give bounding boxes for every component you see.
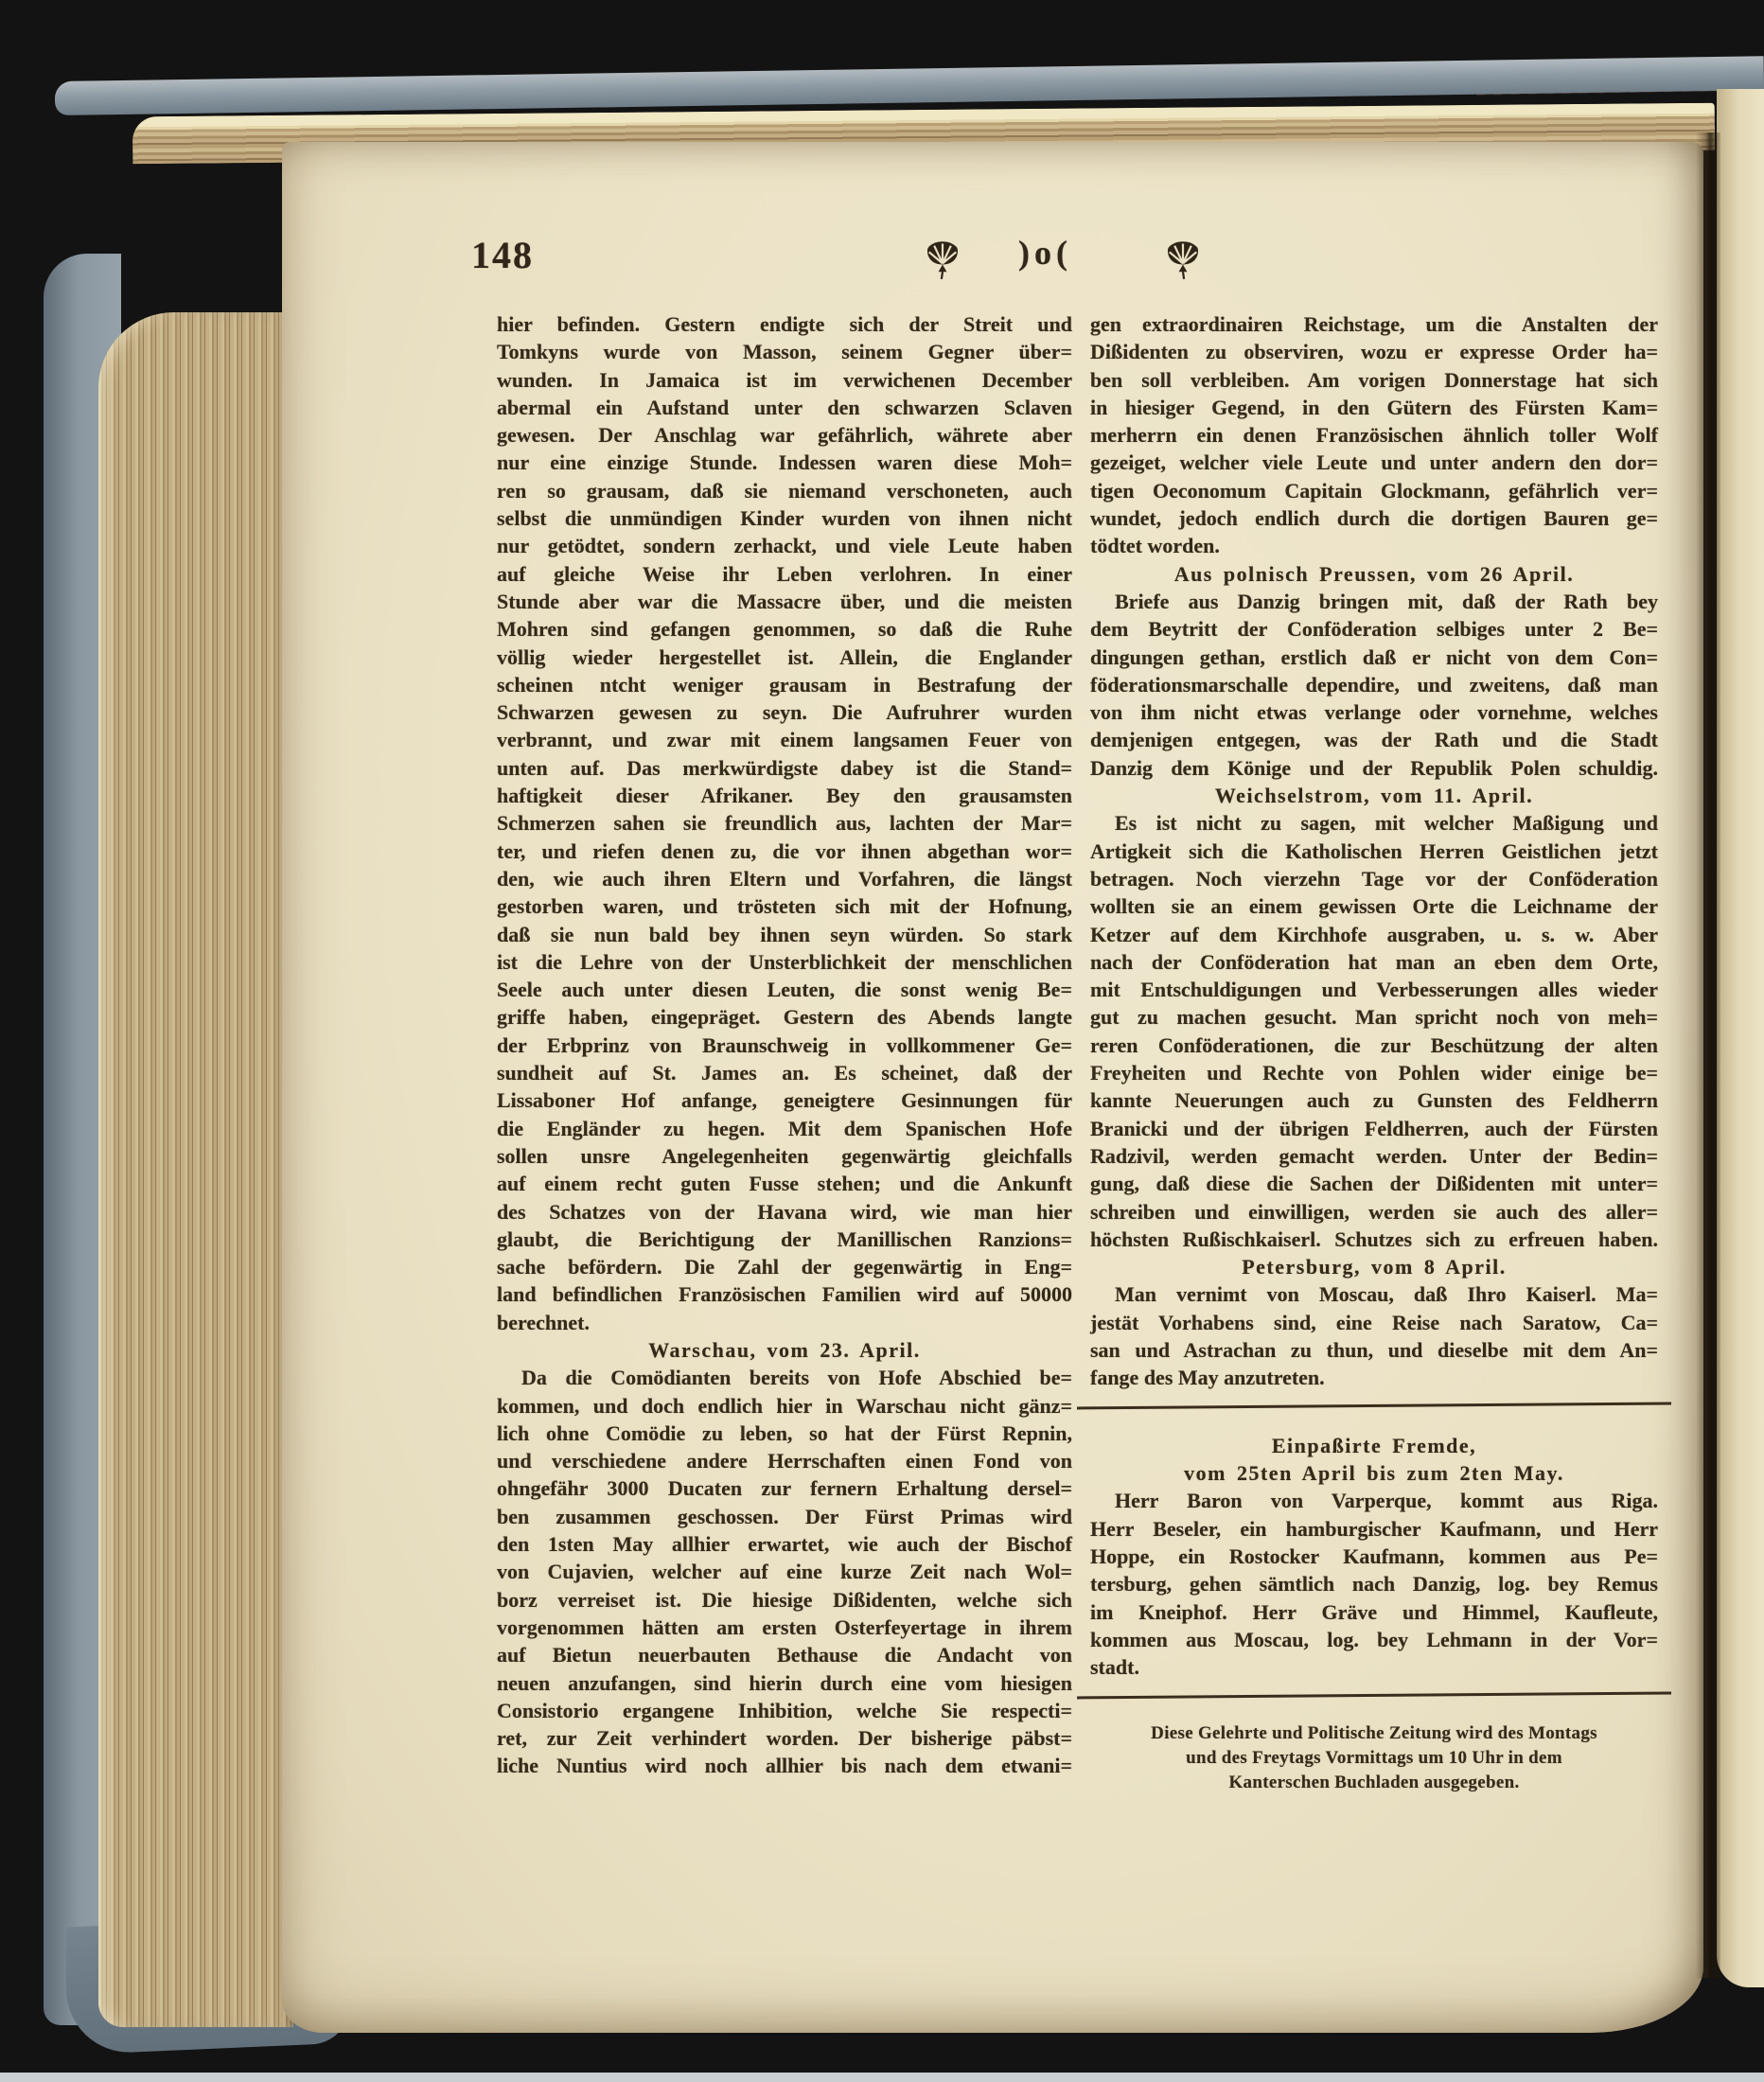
text-line: Stunde aber war die Massacre über, und die meisten: [497, 589, 1072, 613]
section-heading: Weichselstrom, vom 11. April.: [1214, 784, 1534, 808]
text-line: Radzivil, werden gemacht werden. Unter der Bedin=: [1090, 1143, 1658, 1168]
text-line: ben zusammen geschossen. Der Fürst Primas wird: [497, 1504, 1072, 1528]
section-divider: [1090, 1694, 1658, 1721]
text-line: des Schatzes von der Havana wird, wie man hier: [497, 1199, 1072, 1224]
section-divider: [1090, 1404, 1658, 1432]
text-line: Consistorio ergangene Inhibition, welche Sie respecti=: [497, 1698, 1072, 1722]
text-line: sollen unsre Angelegenheiten gegenwärtig gleichfalls: [497, 1143, 1072, 1168]
colophon-line: und des Freytags Vormittags um 10 Uhr in dem: [1186, 1747, 1562, 1768]
text-line: Dißidenten zu observiren, wozu er expresse Order ha=: [1090, 340, 1658, 364]
left-column: [497, 310, 1072, 1780]
text-line: in hiesiger Gegend, in den Gütern des Fürsten Kam=: [1090, 395, 1658, 419]
text-line: san und Astrachan zu thun, und dieselbe mit dem An=: [1090, 1337, 1658, 1362]
text-line: kommen aus Moscau, log. bey Lehmann in der Vor=: [1090, 1627, 1658, 1651]
text-line: demjenigen entgegen, was der Rath und die Stadt: [1090, 728, 1658, 752]
text-line: Briefe aus Danzig bringen mit, daß der Rath bey: [1115, 589, 1658, 613]
text-line: tigen Oeconomum Capitain Glockmann, gefährlich ver=: [1090, 478, 1658, 503]
text-line: gestorben waren, und trösteten sich mit der Hofnung,: [497, 894, 1072, 919]
text-line: tödtet worden.: [1090, 534, 1220, 558]
text-line: Freyheiten und Rechte von Pohlen wider einige be=: [1090, 1061, 1658, 1085]
text-line: neuen anzufangen, sind hierin durch eine vom hiesigen: [497, 1670, 1072, 1695]
text-line: Branicki und der übrigen Feldherren, auch der Fürsten: [1090, 1116, 1658, 1140]
text-line: Da die Comödianten bereits von Hofe Abschied be=: [521, 1366, 1072, 1390]
text-line: wundet, jedoch endlich durch die dortigen Bauren ge=: [1090, 506, 1658, 531]
text-line: Lissaboner Hof anfange, geneigtere Gesinnungen für: [497, 1088, 1072, 1113]
text-line: schreiben und einwilligen, werden sie auch des aller=: [1090, 1199, 1658, 1224]
colophon-line: Kanterschen Buchladen ausgegeben.: [1228, 1772, 1520, 1792]
text-line: glaubt, die Berichtigung der Manillischen Ranzions=: [497, 1226, 1072, 1251]
text-line: mit Entschuldigungen und Verbesserungen alles wieder: [1090, 978, 1658, 1002]
text-line: gewesen. Der Anschlag war gefährlich, währete aber: [497, 423, 1072, 448]
text-line: der Erbprinz von Braunschweig in vollkommener Ge=: [497, 1032, 1072, 1057]
text-line: höchsten Rußischkaiserl. Schutzes sich zu erfreuen haben.: [1090, 1226, 1658, 1251]
divider-line: [1077, 1402, 1671, 1409]
text-line: sache befördern. Die Zahl der gegenwärtig in Eng=: [497, 1255, 1072, 1279]
text-line: fange des May anzutreten.: [1090, 1366, 1325, 1390]
text-line: Man vernimt von Moscau, daß Ihro Kaiserl. Ma=: [1115, 1282, 1658, 1307]
text-line: von Cujavien, welcher auf eine kurze Zeit nach Wol=: [497, 1560, 1072, 1584]
book-page: [282, 142, 1703, 2033]
text-line: wollten sie an einem gewissen Orte die Leichname der: [1090, 894, 1658, 919]
text-line: hier befinden. Gestern endigte sich der Streit und: [497, 312, 1072, 336]
text-line: Hoppe, ein Rostocker Kaufmann, kommen aus Pe=: [1090, 1544, 1658, 1569]
text-line: dem Beytritt der Conföderation selbiges unter 2 Be=: [1090, 617, 1658, 642]
text-line: von ihm nicht etwas verlange oder vornehme, welches: [1090, 700, 1658, 725]
text-line: Schmerzen sahen sie freundlich aus, lachten der Mar=: [497, 811, 1072, 836]
page-edges-left: [98, 312, 293, 2027]
text-line: im Kneiphof. Herr Gräve und Himmel, Kaufleute,: [1090, 1599, 1658, 1624]
section-heading: Einpaßirte Fremde,: [1271, 1433, 1477, 1457]
section-heading: Warschau, vom 23. April.: [648, 1337, 921, 1362]
text-line: den 1sten May allhier erwartet, wie auch der Bischof: [497, 1532, 1072, 1557]
text-line: berechnet.: [497, 1310, 590, 1334]
text-line: land befindlichen Französischen Familien wird auf 50000: [497, 1282, 1072, 1307]
text-line: vorgenommen hätten am ersten Osterfeyertage in ihrem: [497, 1614, 1072, 1639]
text-line: ren so grausam, daß sie niemand verschoneten, auch: [497, 478, 1072, 503]
text-line: stadt.: [1090, 1655, 1139, 1680]
section-heading: Petersburg, vom 8 April.: [1242, 1255, 1507, 1279]
text-line: Mohren sind gefangen genommen, so daß die Ruhe: [497, 617, 1072, 642]
text-line: Herr Beseler, ein hamburgischer Kaufmann, und Herr: [1090, 1516, 1658, 1541]
section-heading: vom 25ten April bis zum 2ten May.: [1184, 1461, 1564, 1486]
text-line: sundheit auf St. James an. Es scheinet, daß der: [497, 1061, 1072, 1085]
shell-fleuron-icon: [922, 237, 963, 282]
section-heading: Aus polnisch Preussen, vom 26 April.: [1173, 561, 1575, 586]
text-line: und verschiedene andere Herrschaften einen Fond von: [497, 1449, 1072, 1473]
text-line: auf gleiche Weise ihr Leben verlohren. In einer: [497, 561, 1072, 586]
text-line: nur getödtet, sondern zerhackt, und viele Leute haben: [497, 534, 1072, 558]
right-column: [1090, 310, 1658, 1795]
text-line: Artigkeit sich die Katholischen Herren Geistlichen jetzt: [1090, 838, 1658, 863]
divider-line: [1077, 1691, 1671, 1699]
text-line: lich ohne Comödie zu leben, so hat der Fürst Repnin,: [497, 1420, 1072, 1445]
text-line: den, wie auch ihren Eltern und Vorfahren, die längst: [497, 866, 1072, 891]
text-line: ret, zur Zeit verhindert worden. Der bisherige päbst=: [497, 1726, 1072, 1751]
text-line: völlig wieder hergestellet ist. Allein, die Englander: [497, 644, 1072, 669]
text-line: Schwarzen gewesen zu seyn. Die Aufruhrer wurden: [497, 700, 1072, 725]
text-line: wunden. In Jamaica ist im verwichenen December: [497, 367, 1072, 392]
text-line: selbst die unmündigen Kinder wurden von ihnen nicht: [497, 506, 1072, 531]
page-number: 148: [471, 234, 534, 276]
gutter-shadow: [1696, 132, 1720, 1978]
text-line: kommen, und doch endlich hier in Warschau nicht gänz=: [497, 1393, 1072, 1418]
text-line: Danzig dem Könige und der Republik Polen schuldig.: [1090, 755, 1658, 780]
colophon-line: Diese Gelehrte und Politische Zeitung wird des Montags: [1151, 1722, 1597, 1743]
text-line: daß sie nun bald bey ihnen seyn würden. So stark: [497, 922, 1072, 946]
text-line: kannte Neuerungen auch zu Gunsten des Feldherrn: [1090, 1088, 1658, 1113]
text-line: liche Nuntius wird noch allhier bis nach dem etwani=: [497, 1754, 1072, 1778]
text-line: föderationsmarschalle dependire, und zweitens, daß man: [1090, 672, 1658, 697]
text-line: gung, daß diese die Sachen der Dißidenten mit unter=: [1090, 1172, 1658, 1196]
scan-edge-strip: [0, 2073, 1764, 2082]
text-line: griffe haben, eingepräget. Gestern des Abends langte: [497, 1005, 1072, 1030]
text-line: merherrn ein denen Französischen ähnlich toller Wolf: [1090, 423, 1658, 448]
text-line: auf einem recht guten Fusse stehen; und die Ankunft: [497, 1172, 1072, 1196]
text-line: reren Conföderationen, die zur Beschützung der alten: [1090, 1032, 1658, 1057]
text-line: ohngefähr 3000 Ducaten zur fernern Erhaltung dersel=: [497, 1476, 1072, 1501]
text-line: scheinen ntcht weniger grausam in Bestrafung der: [497, 672, 1072, 697]
text-line: Tomkyns wurde von Masson, seinem Gegner über=: [497, 340, 1072, 364]
text-line: verbrannt, und zwar mit einem langsamen Feuer von: [497, 728, 1072, 752]
text-line: nur eine einzige Stunde. Indessen waren diese Moh=: [497, 450, 1072, 475]
header-center-mark: )o(: [1018, 234, 1072, 272]
text-line: auf Bietun neuerbauten Bethause die Andacht von: [497, 1643, 1072, 1667]
text-line: betragen. Noch vierzehn Tage vor der Conföderation: [1090, 866, 1658, 891]
facing-page-edge: [1717, 89, 1764, 1987]
text-line: ben soll verbleiben. Am vorigen Donnerstage hat sich: [1090, 367, 1658, 392]
text-line: Ketzer auf dem Kirchhofe ausgraben, u. s. w. Aber: [1090, 922, 1658, 946]
text-line: nach der Conföderation hat man an eben dem Orte,: [1090, 949, 1658, 974]
shell-fleuron-icon: [1162, 237, 1204, 282]
text-line: ist die Lehre von der Unsterblichkeit der menschlichen: [497, 949, 1072, 974]
text-line: Seele auch unter diesen Leuten, die sonst wenig Be=: [497, 978, 1072, 1002]
text-line: Es ist nicht zu sagen, mit welcher Maßigung und: [1115, 811, 1658, 836]
text-line: jestät Vorhabens sind, eine Reise nach Saratow, Ca=: [1090, 1310, 1658, 1334]
text-line: ter, und riefen denen zu, die vor ihnen abgethan wor=: [497, 838, 1072, 863]
text-line: gen extraordinairen Reichstage, um die Anstalten der: [1090, 312, 1658, 336]
text-line: unten auf. Das merkwürdigste dabey ist die Stand=: [497, 755, 1072, 780]
text-line: abermal ein Aufstand unter den schwarzen Sclaven: [497, 395, 1072, 419]
text-line: Herr Baron von Varperque, kommt aus Riga.: [1115, 1489, 1658, 1513]
text-line: haftigkeit dieser Afrikaner. Bey den grausamsten: [497, 784, 1072, 808]
text-line: borz verreiset ist. Die hiesige Dißidenten, welche sich: [497, 1587, 1072, 1612]
text-line: die Engländer zu hegen. Mit dem Spanischen Hofe: [497, 1116, 1072, 1140]
text-line: tersburg, gehen sämtlich nach Danzig, log. bey Remus: [1090, 1572, 1658, 1597]
text-line: gut zu machen gesucht. Man spricht noch von meh=: [1090, 1005, 1658, 1030]
text-line: gezeiget, welcher viele Leute und unter andern den dor=: [1090, 450, 1658, 475]
text-line: dingungen gethan, erstlich daß er nicht von dem Con=: [1090, 644, 1658, 669]
